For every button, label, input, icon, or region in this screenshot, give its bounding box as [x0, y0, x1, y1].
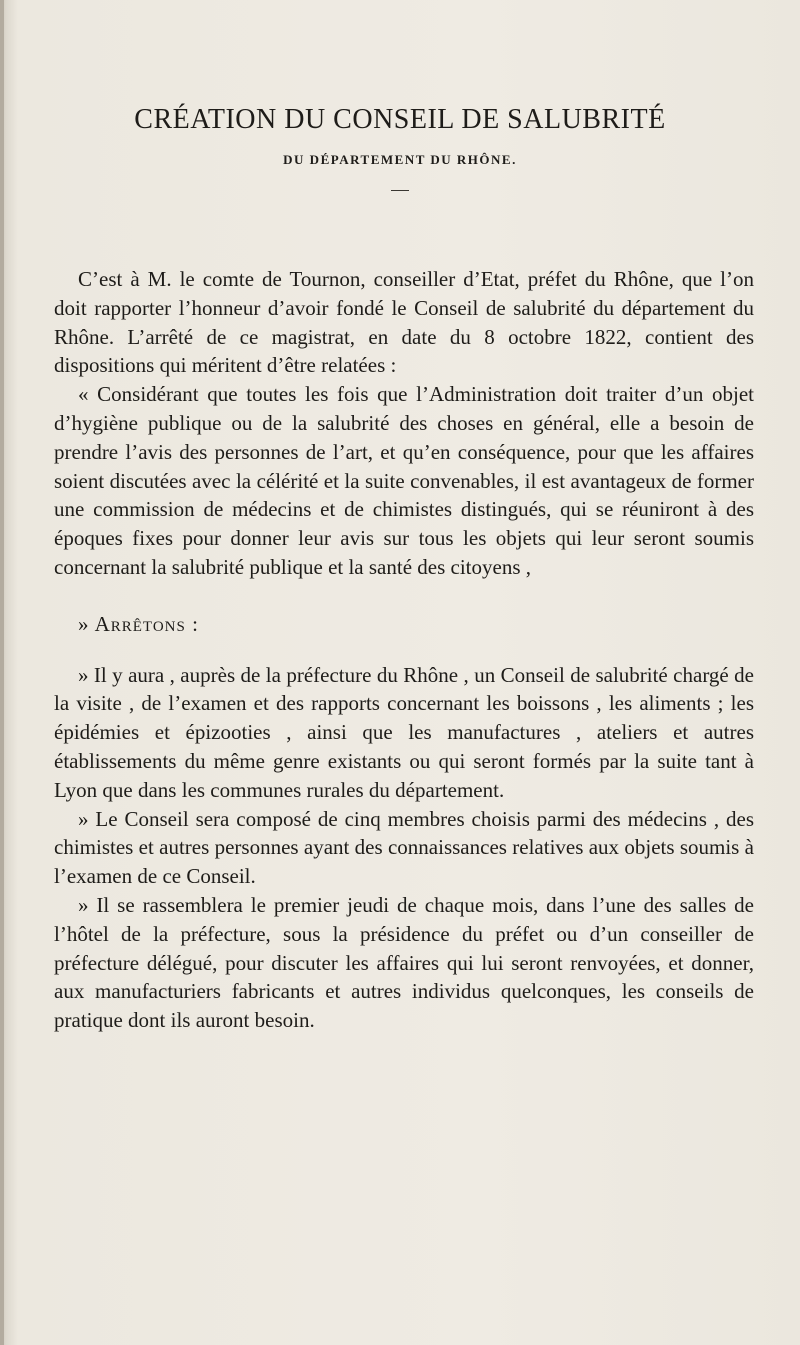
- paragraph-arretons: » Arrêtons :: [78, 611, 199, 636]
- paragraph-article-3: » Il se rassemblera le premier jeudi de chaque mois, dans l’une des salles de l’hôtel de la préfecture, sous la présidence du préfet ou d’un conseiller de préfecture délégué, pour discuter les affaires qui lui seront renvoyées, et donner, aux manufacturiers fabricants et autres individus quelconques, les conseils de pratique dont ils auront besoin.: [54, 892, 754, 1033]
- paragraph-article-2: » Le Conseil sera composé de cinq membres choisis parmi des médecins , des chimistes et autres personnes ayant des connaissances relatives aux objets soumis à l’examen de ce Conseil.: [54, 806, 754, 889]
- paragraph-article-1: » Il y aura , auprès de la préfecture du Rhône , un Conseil de salubrité chargé de la visite , de l’examen et des rapports concernant les boissons , les aliments ; les épidémies et épizooties , ainsi que les manufactures , ateliers et autres établissements du même genre existants ou qui seront formés par la suite tant à Lyon que dans les communes rurales du département.: [54, 662, 754, 802]
- paragraph-considerant: « Considérant que toutes les fois que l’Administration doit traiter d’un objet d’hygiène publique ou de la salubrité des choses en général, elle a besoin de prendre l’avis des personnes de l’art, et qu’en conséquence, pour que les affaires soient discutées avec la célérité et la suite convenables, il est avantageux de former une commission de médecins et de chimistes distingués, qui se réuniront à des époques fixes pour donner leur avis sur tous les objets qui leur seront soumis concernant la salubrité publique et la santé des citoyens ,: [54, 382, 754, 579]
- title-separator-rule: [391, 190, 409, 191]
- body-text: [54, 265, 754, 1035]
- page-subtitle: DU DÉPARTEMENT DU RHÔNE.: [283, 152, 517, 167]
- paragraph-intro: C’est à M. le comte de Tournon, conseiller d’Etat, préfet du Rhône, que l’on doit rapporter l’honneur d’avoir fondé le Conseil de salubrité du département du Rhône. L’arrêté de ce magistrat, en date du 8 octobre 1822, contient des dispositions qui méritent d’être relatées :: [54, 267, 754, 378]
- page-title: CRÉATION DU CONSEIL DE SALUBRITÉ: [134, 104, 666, 135]
- binding-edge: [0, 0, 4, 1345]
